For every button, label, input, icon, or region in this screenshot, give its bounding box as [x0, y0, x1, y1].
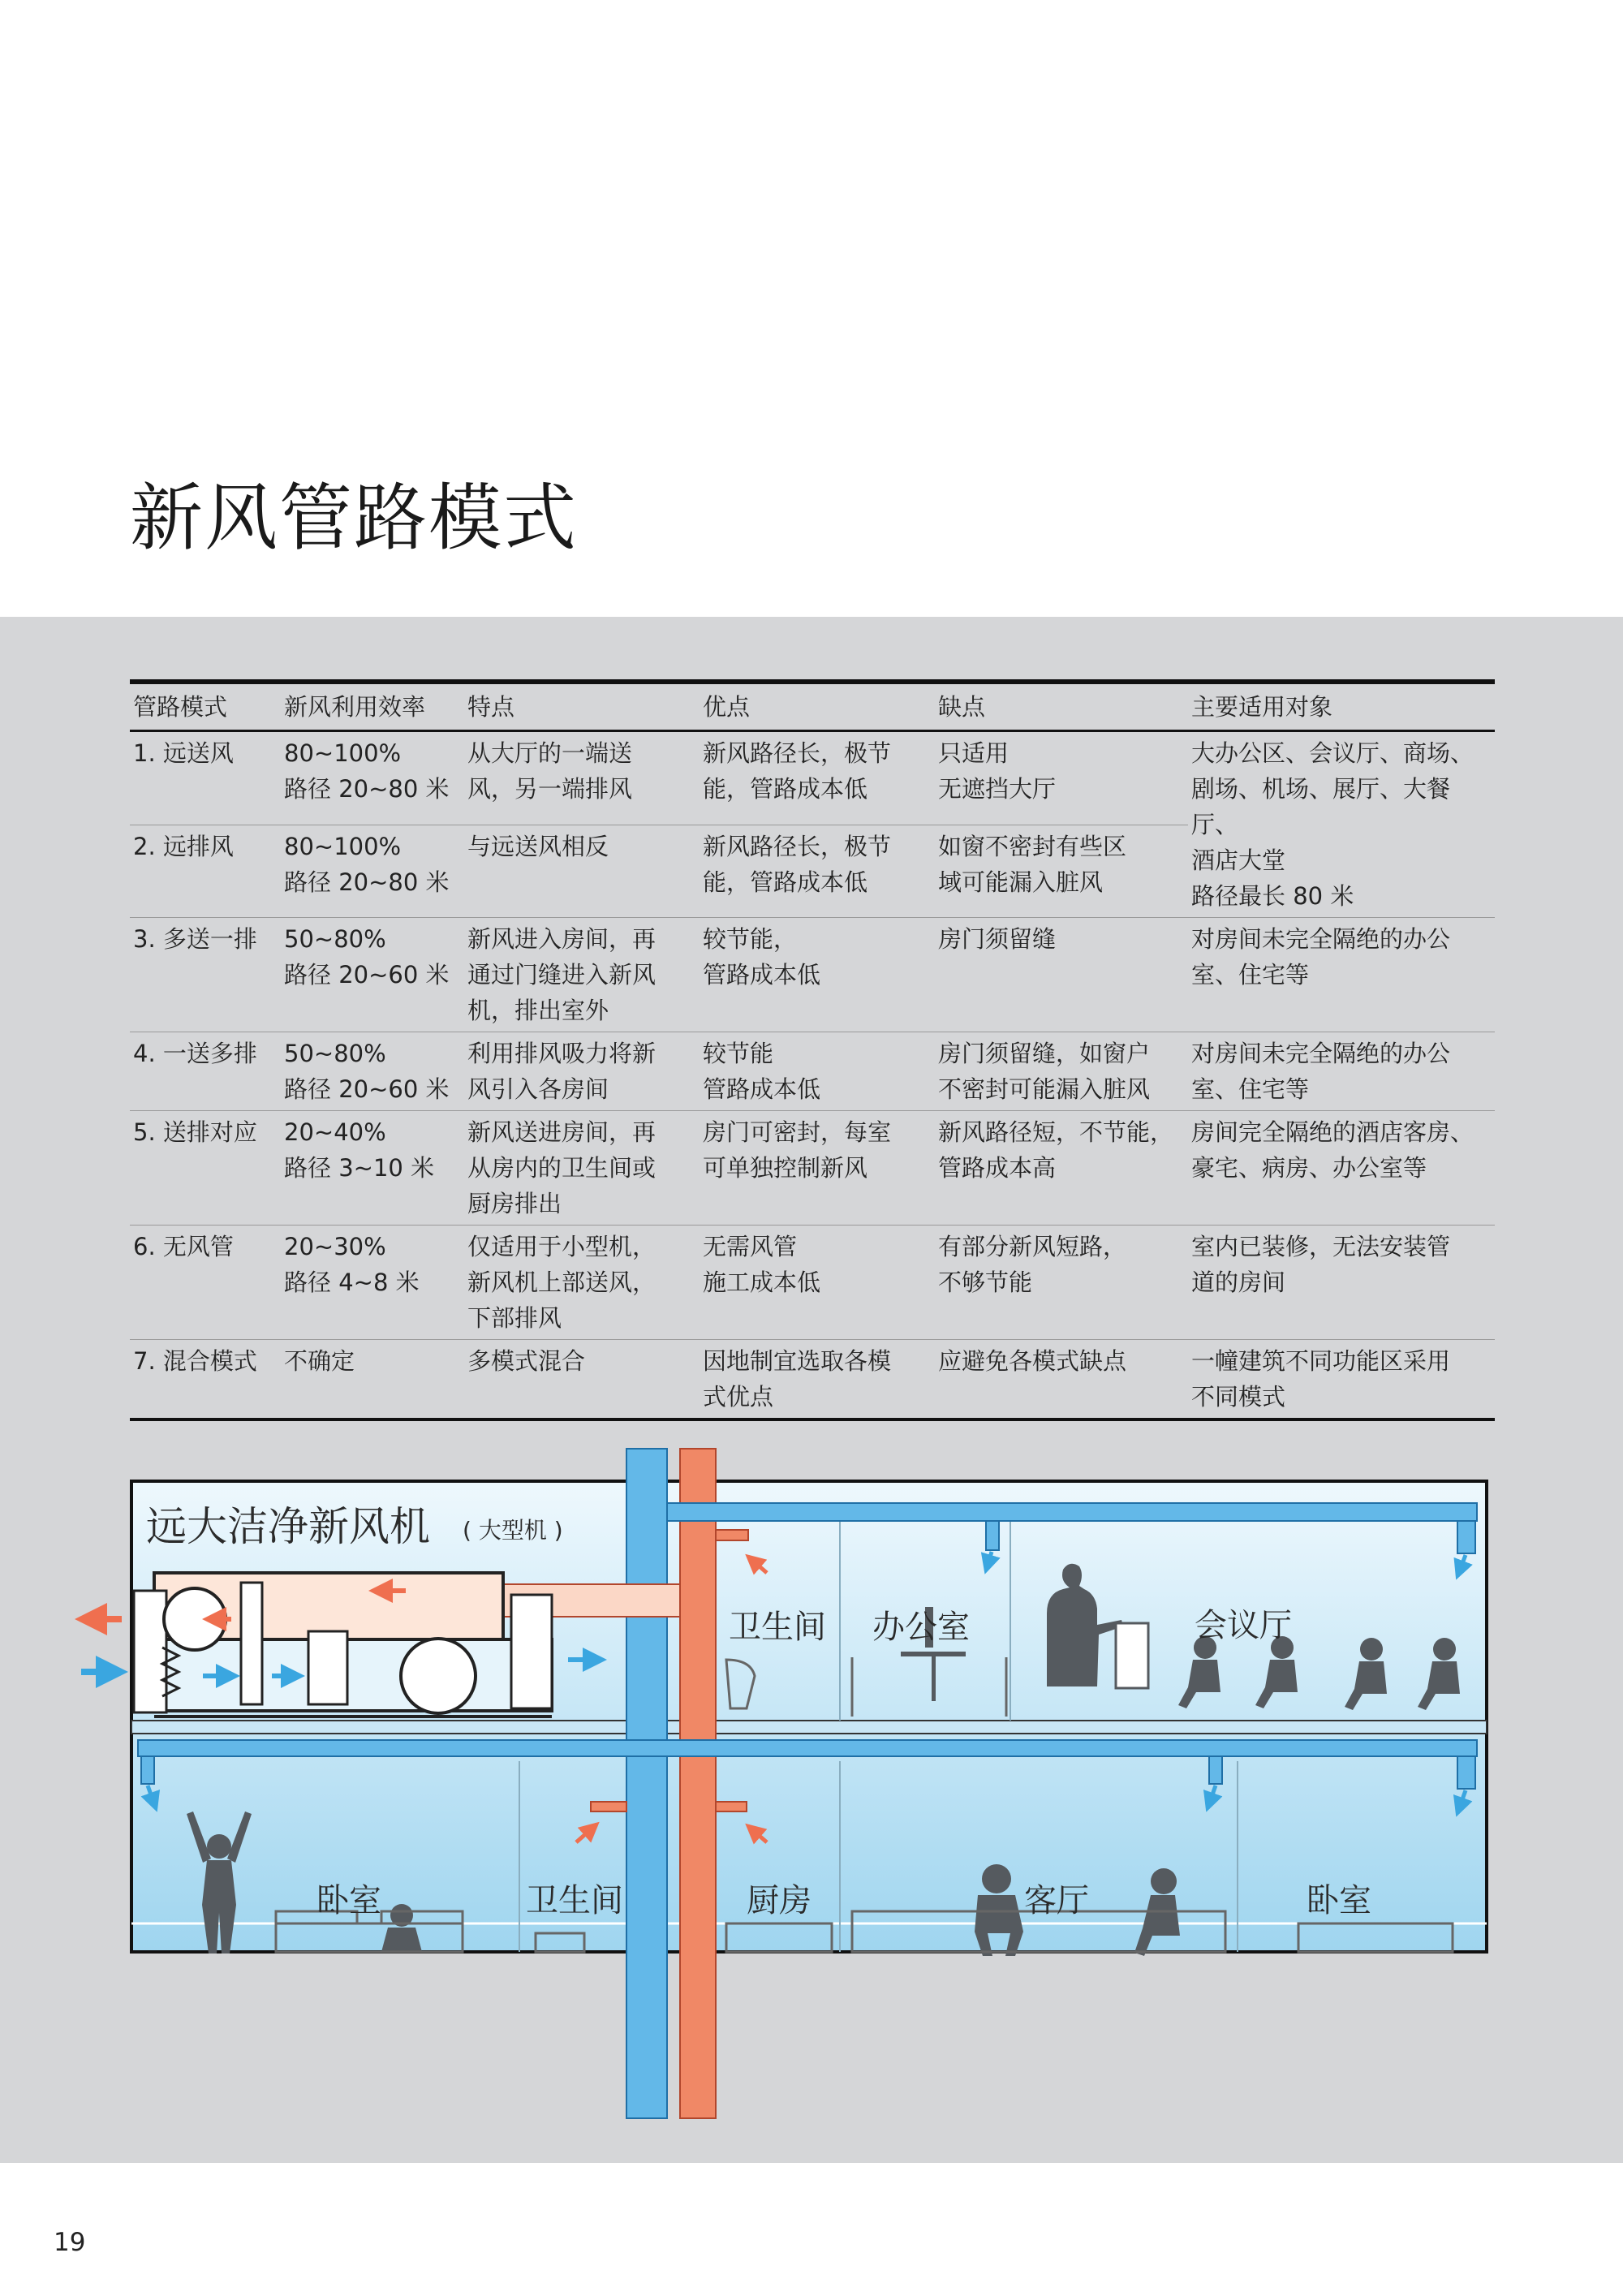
cell-feature: 新风送进房间，再 从房内的卫生间或 厨房排出 [467, 1118, 657, 1217]
cell-cons: 房门须留缝，如窗户 不密封可能漏入脏风 [938, 1040, 1151, 1103]
cell-cons: 房门须留缝 [938, 925, 1057, 953]
podium [1116, 1623, 1148, 1688]
room-label-bathroom: 卫生间 [526, 1882, 623, 1919]
cell-efficiency: 80~100% 路径 20~80 米 [284, 832, 450, 896]
supply-drop [141, 1756, 154, 1784]
cell-efficiency: 50~80% 路径 20~60 米 [284, 925, 450, 989]
cell-pros: 较节能 管路成本低 [703, 1040, 821, 1103]
room-label-living-room: 客厅 [1024, 1882, 1089, 1919]
cell-mode: 4. 一送多排 [133, 1040, 257, 1067]
filter-module [308, 1631, 347, 1704]
exhaust-branch [716, 1802, 747, 1811]
page-number: 19 [54, 2228, 86, 2257]
person-silhouette [1151, 1868, 1177, 1894]
upper-supply-duct [667, 1503, 1477, 1521]
hepa-filter [511, 1595, 552, 1708]
cell-mode: 1. 远送风 [133, 739, 234, 767]
cell-target: 大办公区、会议厅、商场、 剧场、机场、展厅、大餐厅、 酒店大堂 路径最长 80 米 [1191, 739, 1474, 910]
header-feature: 特点 [467, 693, 515, 721]
supply-fan [401, 1639, 476, 1713]
cell-pros: 因地制宜选取各模 式优点 [703, 1347, 892, 1411]
table-row [130, 731, 1495, 825]
exhaust-branch [716, 1530, 748, 1540]
table-header-row [130, 682, 1495, 731]
header-mode: 管路模式 [133, 693, 228, 721]
header-cons: 缺点 [938, 693, 986, 721]
cell-mode: 5. 送排对应 [133, 1118, 257, 1146]
cell-mode: 6. 无风管 [133, 1233, 234, 1260]
supply-drop [1457, 1756, 1475, 1789]
room-label-office: 办公室 [872, 1609, 970, 1646]
cell-target: 对房间未完全隔绝的办公 室、住宅等 [1191, 925, 1451, 989]
cell-feature: 从大厅的一端送 风，另一端排风 [467, 739, 633, 803]
cell-feature: 多模式混合 [467, 1347, 586, 1375]
header-efficiency: 新风利用效率 [284, 693, 426, 721]
cell-pros: 房门可密封，每室 可单独控制新风 [703, 1118, 892, 1182]
office-table-leg [932, 1656, 936, 1701]
cell-cons: 有部分新风短路， 不够节能 [938, 1233, 1127, 1296]
table-row [130, 1340, 1495, 1420]
person-silhouette [982, 1864, 1011, 1893]
cell-cons: 新风路径短，不节能， 管路成本高 [938, 1118, 1174, 1182]
table-row [130, 1032, 1495, 1111]
table-row [130, 1226, 1495, 1340]
supply-drop [1457, 1521, 1475, 1553]
header-target: 主要适用对象 [1191, 693, 1333, 721]
cell-pros: 无需风管 施工成本低 [703, 1233, 821, 1296]
cell-efficiency: 80~100% 路径 20~80 米 [284, 739, 450, 803]
unit-title: 远大洁净新风机 [146, 1503, 430, 1550]
supply-drop [1209, 1756, 1222, 1784]
cell-feature: 仅适用于小型机， 新风机上部送风， 下部排风 [467, 1233, 657, 1332]
room-label-bathroom: 卫生间 [729, 1609, 826, 1646]
person-silhouette [207, 1834, 231, 1859]
cell-target: 一幢建筑不同功能区采用 不同模式 [1191, 1347, 1451, 1411]
room-label-bedroom: 卧室 [1307, 1882, 1371, 1919]
cell-cons: 只适用 无遮挡大厅 [938, 739, 1057, 803]
cell-cons: 应避免各模式缺点 [938, 1347, 1127, 1375]
cell-mode: 3. 多送一排 [133, 925, 257, 953]
cell-efficiency: 20~40% 路径 3~10 米 [284, 1118, 435, 1182]
cell-target: 对房间未完全隔绝的办公 室、住宅等 [1191, 1040, 1451, 1103]
cell-pros: 较节能， 管路成本低 [703, 925, 821, 989]
duct-building-diagram [0, 1437, 1623, 2126]
cell-feature: 新风进入房间，再 通过门缝进入新风 机，排出室外 [467, 925, 657, 1024]
audience-silhouette [1433, 1638, 1456, 1661]
cell-cons: 如窗不密封有些区 域可能漏入脏风 [938, 832, 1127, 896]
cell-efficiency: 20~30% 路径 4~8 米 [284, 1233, 420, 1296]
fresh-air-unit [134, 1573, 552, 1717]
cell-target: 房间完全隔绝的酒店客房、 豪宅、病房、办公室等 [1191, 1118, 1474, 1182]
table-row [130, 918, 1495, 1032]
room-label-kitchen: 厨房 [747, 1882, 812, 1919]
page-title: 新风管路模式 [130, 476, 578, 561]
person-silhouette [381, 1928, 422, 1952]
exhaust-branch [591, 1802, 626, 1811]
audience-silhouette [1360, 1638, 1383, 1661]
cell-pros: 新风路径长，极节 能，管路成本低 [703, 739, 892, 803]
cell-target: 室内已装修，无法安装管 道的房间 [1191, 1233, 1451, 1296]
cell-efficiency: 不确定 [284, 1347, 355, 1375]
supply-air-shaft [626, 1449, 667, 2118]
cell-feature: 利用排风吸力将新 风引入各房间 [467, 1040, 657, 1103]
duct-mode-table [130, 679, 1495, 1421]
cell-pros: 新风路径长，极节 能，管路成本低 [703, 832, 892, 896]
exhaust-air-shaft [680, 1449, 716, 2118]
unit-intake [134, 1591, 166, 1712]
room-label-meeting-hall: 会议厅 [1195, 1607, 1292, 1644]
unit-subtitle: ( 大型机 ) [463, 1517, 563, 1544]
cell-efficiency: 50~80% 路径 20~60 米 [284, 1040, 450, 1103]
heat-exchanger [241, 1583, 262, 1704]
lower-supply-duct [138, 1740, 1477, 1756]
office-table [901, 1652, 966, 1656]
table-row [130, 1111, 1495, 1226]
cell-feature: 与远送风相反 [467, 832, 609, 860]
cell-mode: 7. 混合模式 [133, 1347, 257, 1375]
supply-drop [986, 1521, 999, 1550]
floor-slab [131, 1721, 1487, 1734]
cell-mode: 2. 远排风 [133, 832, 234, 860]
room-label-bedroom: 卧室 [316, 1882, 381, 1919]
header-pros: 优点 [703, 693, 751, 721]
